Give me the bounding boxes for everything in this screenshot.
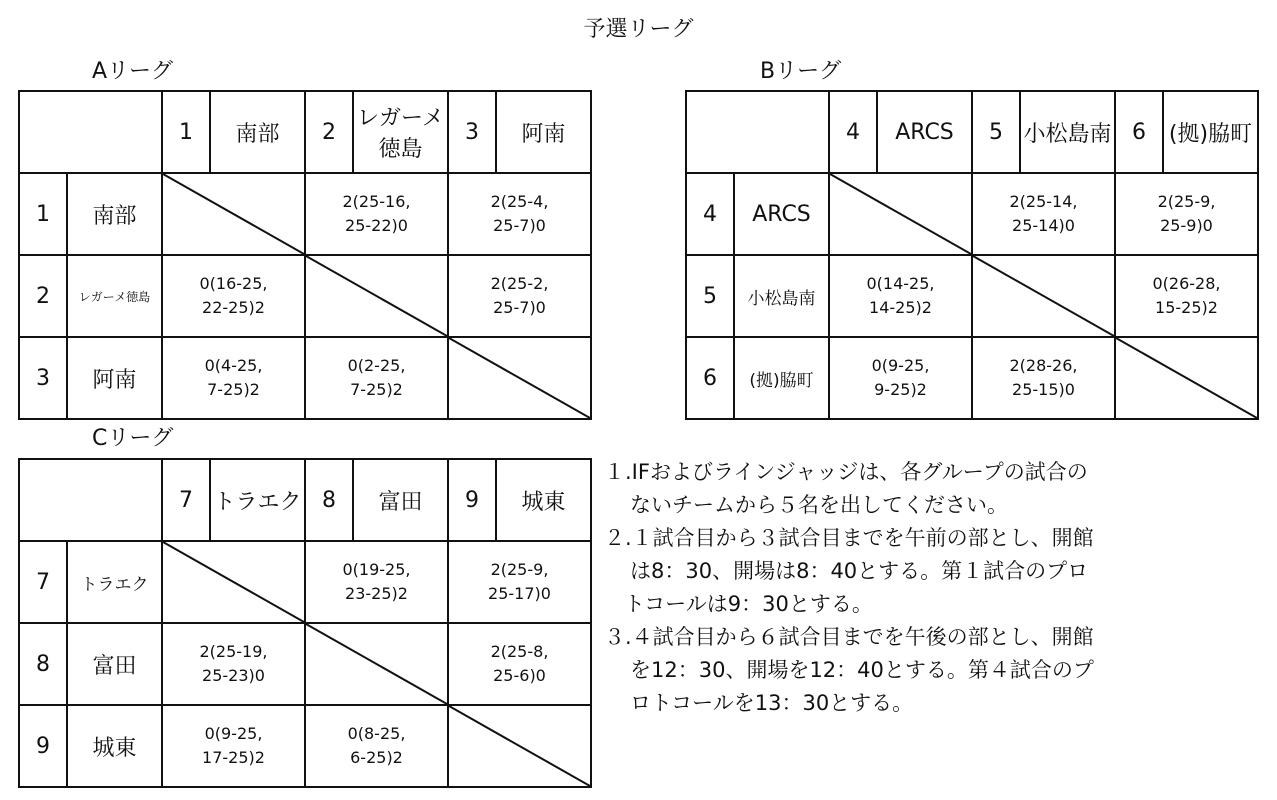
- team-row: [19, 705, 591, 787]
- match-result: 0(2-25, 7-25)2: [305, 337, 448, 419]
- match-result: 2(25-16, 25-22)0: [305, 173, 448, 255]
- team-name: 城東: [67, 705, 162, 787]
- team-number: 3: [448, 91, 496, 173]
- match-result: 2(25-9, 25-17)0: [448, 541, 591, 623]
- league-b-table: [685, 90, 1259, 420]
- team-name: 小松島南: [734, 255, 829, 337]
- team-row: [686, 337, 1258, 419]
- team-name: レガーメ徳島: [67, 255, 162, 337]
- match-result: 2(25-19, 25-23)0: [162, 623, 305, 705]
- diagonal-line: [306, 624, 447, 704]
- team-row: [686, 173, 1258, 255]
- match-result: 2(28-26, 25-15)0: [972, 337, 1115, 419]
- diagonal-cell: [1115, 337, 1258, 419]
- team-number: 9: [19, 705, 67, 787]
- team-row: [686, 255, 1258, 337]
- corner-cell: [19, 459, 162, 541]
- league-a-table: [18, 90, 592, 420]
- note-1: [604, 456, 1269, 522]
- diagonal-cell: [448, 705, 591, 787]
- note-3: [604, 621, 1269, 720]
- team-name: 城東: [496, 459, 591, 541]
- diagonal-cell: [829, 173, 972, 255]
- team-name: (拠)脇町: [734, 337, 829, 419]
- diagonal-line: [830, 174, 971, 254]
- note-line: ロトコールを13：30とする。: [630, 691, 914, 715]
- corner-cell: [19, 91, 162, 173]
- team-number: 5: [686, 255, 734, 337]
- team-number: 1: [19, 173, 67, 255]
- team-row: [19, 173, 591, 255]
- match-result: 2(25-8, 25-6)0: [448, 623, 591, 705]
- team-name: ARCS: [877, 91, 972, 173]
- team-row: [19, 541, 591, 623]
- diagonal-line: [449, 338, 590, 418]
- team-number: 9: [448, 459, 496, 541]
- match-result: 2(25-4, 25-7)0: [448, 173, 591, 255]
- team-row: [19, 255, 591, 337]
- note-line: を12：30、開場を12：40とする。第４試合のプ: [630, 658, 1094, 682]
- team-number: 6: [1115, 91, 1163, 173]
- team-number: 8: [19, 623, 67, 705]
- diagonal-line: [1116, 338, 1257, 418]
- team-number: 8: [305, 459, 353, 541]
- diagonal-cell: [162, 173, 305, 255]
- diagonal-line: [163, 174, 304, 254]
- diagonal-cell: [305, 255, 448, 337]
- match-result: 2(25-2, 25-7)0: [448, 255, 591, 337]
- note-line: ３.４試合目から６試合目までを午後の部とし、開館: [604, 625, 1094, 649]
- team-number: 6: [686, 337, 734, 419]
- team-number: 2: [19, 255, 67, 337]
- match-result: 2(25-14, 25-14)0: [972, 173, 1115, 255]
- team-name: 富田: [353, 459, 448, 541]
- team-name: 阿南: [67, 337, 162, 419]
- note-line: トコールは9：30とする。: [624, 592, 873, 616]
- match-result: 0(19-25, 23-25)2: [305, 541, 448, 623]
- match-result: 0(4-25, 7-25)2: [162, 337, 305, 419]
- team-row: [19, 337, 591, 419]
- team-number: 2: [305, 91, 353, 173]
- note-line: は8：30、開場は8：40とする。第１試合のプロ: [630, 559, 1089, 583]
- page-title: 予選リーグ: [583, 17, 694, 42]
- diagonal-cell: [448, 337, 591, 419]
- team-name: レガーメ徳島: [353, 91, 448, 173]
- team-number: 4: [829, 91, 877, 173]
- note-line: ２.１試合目から３試合目までを午前の部とし、開館: [604, 526, 1094, 550]
- team-name: ARCS: [734, 173, 829, 255]
- diagonal-cell: [305, 623, 448, 705]
- corner-cell: [686, 91, 829, 173]
- note-line: ないチームから５名を出してください。: [630, 493, 1008, 517]
- match-result: 0(14-25, 14-25)2: [829, 255, 972, 337]
- team-name: 富田: [67, 623, 162, 705]
- note-2: [604, 522, 1269, 621]
- diagonal-line: [163, 542, 304, 622]
- team-number: 4: [686, 173, 734, 255]
- diagonal-cell: [162, 541, 305, 623]
- diagonal-cell: [972, 255, 1115, 337]
- team-name: トラエク: [210, 459, 305, 541]
- match-result: 0(26-28, 15-25)2: [1115, 255, 1258, 337]
- team-row: [19, 623, 591, 705]
- league-b-label: Bリーグ: [760, 59, 842, 84]
- team-name: トラエク: [67, 541, 162, 623]
- match-result: 0(16-25, 22-25)2: [162, 255, 305, 337]
- team-name: 小松島南: [1020, 91, 1115, 173]
- team-number: 3: [19, 337, 67, 419]
- match-result: 0(9-25, 9-25)2: [829, 337, 972, 419]
- team-name: 南部: [210, 91, 305, 173]
- diagonal-line: [306, 256, 447, 336]
- note-line: １.IFおよびラインジャッジは、各グループの試合の: [604, 460, 1088, 484]
- league-c-table: [18, 458, 592, 788]
- team-name: (拠)脇町: [1163, 91, 1258, 173]
- team-name: 阿南: [496, 91, 591, 173]
- league-c-label: Cリーグ: [92, 426, 174, 451]
- diagonal-line: [973, 256, 1114, 336]
- team-number: 7: [162, 459, 210, 541]
- team-number: 5: [972, 91, 1020, 173]
- match-result: 0(9-25, 17-25)2: [162, 705, 305, 787]
- league-a-label: Aリーグ: [92, 59, 174, 84]
- diagonal-line: [449, 706, 590, 786]
- match-result: 0(8-25, 6-25)2: [305, 705, 448, 787]
- match-result: 2(25-9, 25-9)0: [1115, 173, 1258, 255]
- team-number: 1: [162, 91, 210, 173]
- team-name: 南部: [67, 173, 162, 255]
- team-number: 7: [19, 541, 67, 623]
- notes: [604, 456, 1269, 720]
